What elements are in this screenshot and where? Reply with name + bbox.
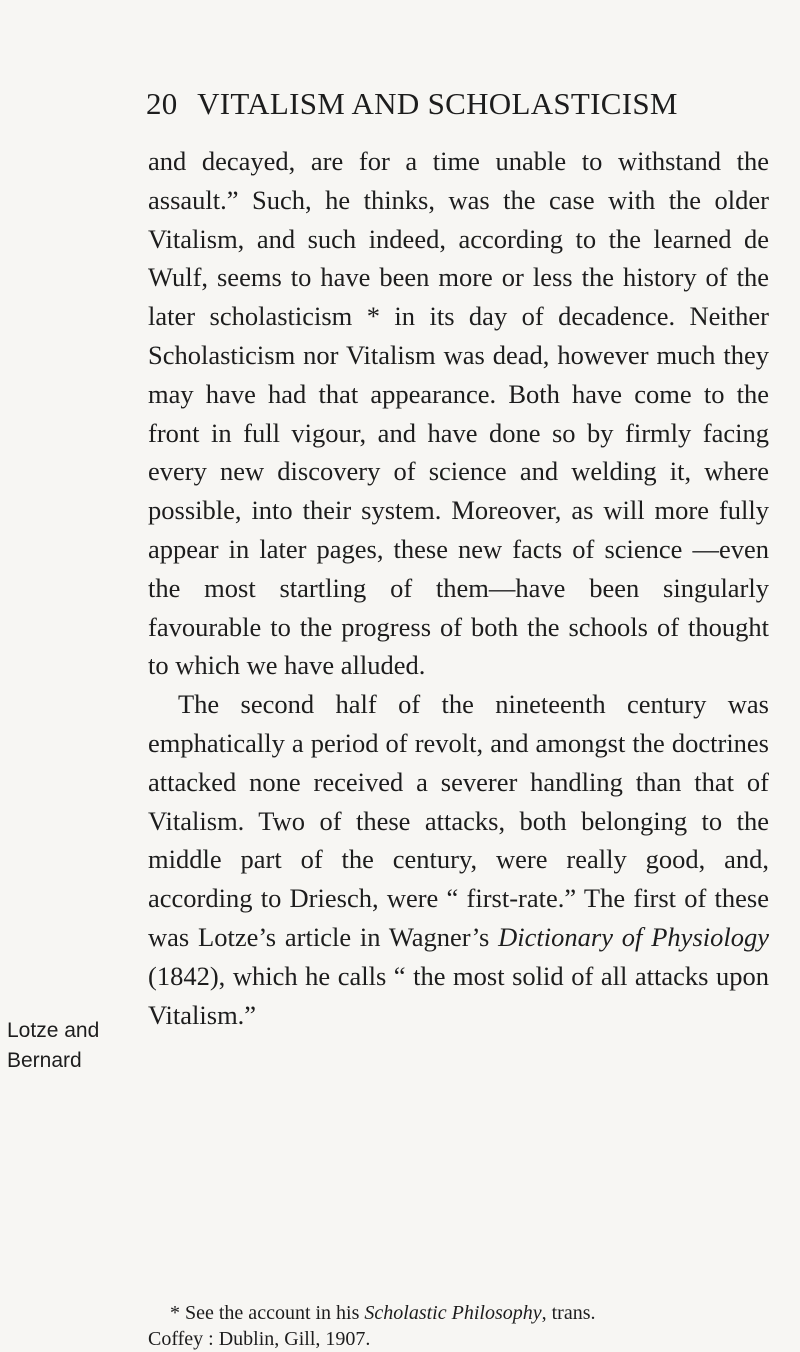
paragraph-text: and decayed, are for a time unable to withstand the assault.” Such, he thinks, was the case with the older Vitalism, and such indeed, according to the learned de Wulf, seems to have been more or less the history of the later scholasticism (148, 146, 769, 332)
footnote-text: See the account in his (180, 1302, 365, 1324)
paragraph-text: in its day of decadence. Neither Scholasticism nor Vitalism was dead, however much they may have had that appearance. Both have come to the front in full vigour, and have done so by firmly facing every new discovery of science and welding it, where possible, into their system. Moreover, as will more fully appear in later pages, these new facts of science —even the most startling of them—have been singularly favourable to the progress of both the schools of thought to which we have alluded. (148, 301, 769, 681)
footnote-reference: * (366, 301, 380, 332)
paragraph (148, 685, 769, 1034)
paragraph (148, 142, 769, 685)
sidenote-line: Bernard (7, 1049, 82, 1072)
footnote-marker: * (170, 1302, 180, 1324)
footnote-line (148, 1300, 769, 1326)
paragraph-text: (1842), which he calls “ the most solid of all attacks upon Vitalism.” (148, 960, 769, 1030)
footnote-text: , trans. (541, 1302, 596, 1324)
sidenote-line: Lotze and (7, 1019, 100, 1042)
italic-title: Dictionary of Physiology (498, 921, 769, 952)
running-head (146, 86, 706, 122)
paragraph-text: The second half of the nineteenth century was emphatically a period of revolt, and amongst the doctrines attacked none received a severer handling than that of Vitalism. Two of these attacks, both belonging to the middle part of the century, were really good, and, according to Driesch, were “ first-rate.” The first of these was Lotze’s article in Wagner’s (148, 689, 769, 952)
page-number: 20 (146, 86, 178, 121)
body-text (148, 142, 769, 1034)
footnote-italic: Scholastic Philosophy (364, 1302, 542, 1324)
running-title: VITALISM AND SCHOLASTICISM (197, 86, 678, 121)
footnote (148, 1300, 769, 1352)
footnote-line: Coffey : Dublin, Gill, 1907. (148, 1328, 371, 1350)
margin-sidenote (7, 1016, 99, 1076)
